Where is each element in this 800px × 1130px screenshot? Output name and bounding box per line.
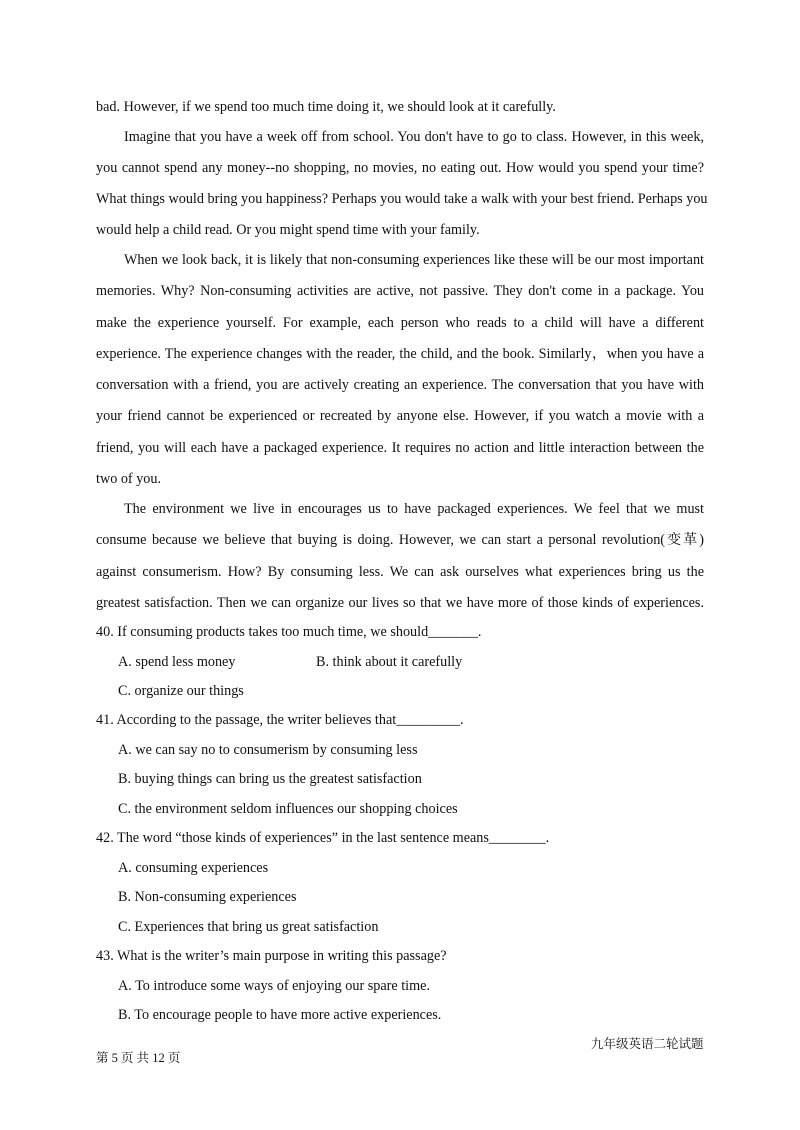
- passage-line: The environment we live in encourages us to have packaged experiences. We feel that we must: [124, 501, 704, 517]
- question-stem: 42. The word “those kinds of experiences” in the last sentence means________.: [96, 830, 550, 846]
- passage-line: memories. Why? Non-consuming activities are active, not passive. They don't come in a package. You: [96, 283, 704, 299]
- passage-line: What things would bring you happiness? Perhaps you would take a walk with your best friend. Perhaps you: [96, 191, 708, 207]
- exam-title: 九年级英语二轮试题: [591, 1037, 704, 1051]
- passage-line: make the experience yourself. For example, each person who reads to a child will have a different: [96, 315, 704, 331]
- passage-line: bad. However, if we spend too much time doing it, we should look at it carefully.: [96, 99, 556, 115]
- option-c: C. organize our things: [118, 683, 244, 699]
- passage-line: conversation with a friend, you are actively creating an experience. The conversation that you have with: [96, 377, 704, 393]
- page-number: 第 5 页 共 12 页: [96, 1051, 181, 1065]
- option-b: B. To encourage people to have more active experiences.: [118, 1007, 442, 1023]
- option-b: B. Non-consuming experiences: [118, 889, 297, 905]
- question-stem: 41. According to the passage, the writer believes that_________.: [96, 712, 464, 728]
- option-a: A. we can say no to consumerism by consuming less: [118, 742, 418, 758]
- option-c: C. Experiences that bring us great satisfaction: [118, 919, 379, 935]
- option-a: A. spend less money: [118, 654, 236, 670]
- question-stem: 43. What is the writer’s main purpose in writing this passage?: [96, 948, 447, 964]
- passage-line: experience. The experience changes with the reader, the child, and the book. Similarly，when you have a: [96, 346, 704, 362]
- question-stem: 40. If consuming products takes too much time, we should_______.: [96, 624, 482, 640]
- option-c: C. the environment seldom influences our shopping choices: [118, 801, 458, 817]
- passage-line: two of you.: [96, 471, 162, 487]
- passage-line: Imagine that you have a week off from school. You don't have to go to class. However, in this week,: [124, 129, 704, 145]
- passage-line: consume because we believe that buying is doing. However, we can start a personal revolution(变革): [96, 532, 704, 548]
- option-b: B. buying things can bring us the greatest satisfaction: [118, 771, 422, 787]
- passage-line: against consumerism. How? By consuming less. We can ask ourselves what experiences bring us the: [96, 564, 704, 580]
- passage-line: greatest satisfaction. Then we can organize our lives so that we have more of those kinds of experiences.: [96, 595, 704, 611]
- option-a: A. To introduce some ways of enjoying our spare time.: [118, 978, 430, 994]
- passage-line: your friend cannot be experienced or recreated by anyone else. However, if you watch a movie with a: [96, 408, 704, 424]
- passage-line: When we look back, it is likely that non-consuming experiences like these will be our most important: [124, 252, 704, 268]
- passage-line: you cannot spend any money--no shopping, no movies, no eating out. How would you spend your time?: [96, 160, 704, 176]
- option-a: A. consuming experiences: [118, 860, 269, 876]
- option-b: B. think about it carefully: [316, 654, 463, 670]
- passage-line: friend, you will each have a packaged experience. It requires no action and little interaction between the: [96, 440, 704, 456]
- passage-line: would help a child read. Or you might spend time with your family.: [96, 222, 480, 238]
